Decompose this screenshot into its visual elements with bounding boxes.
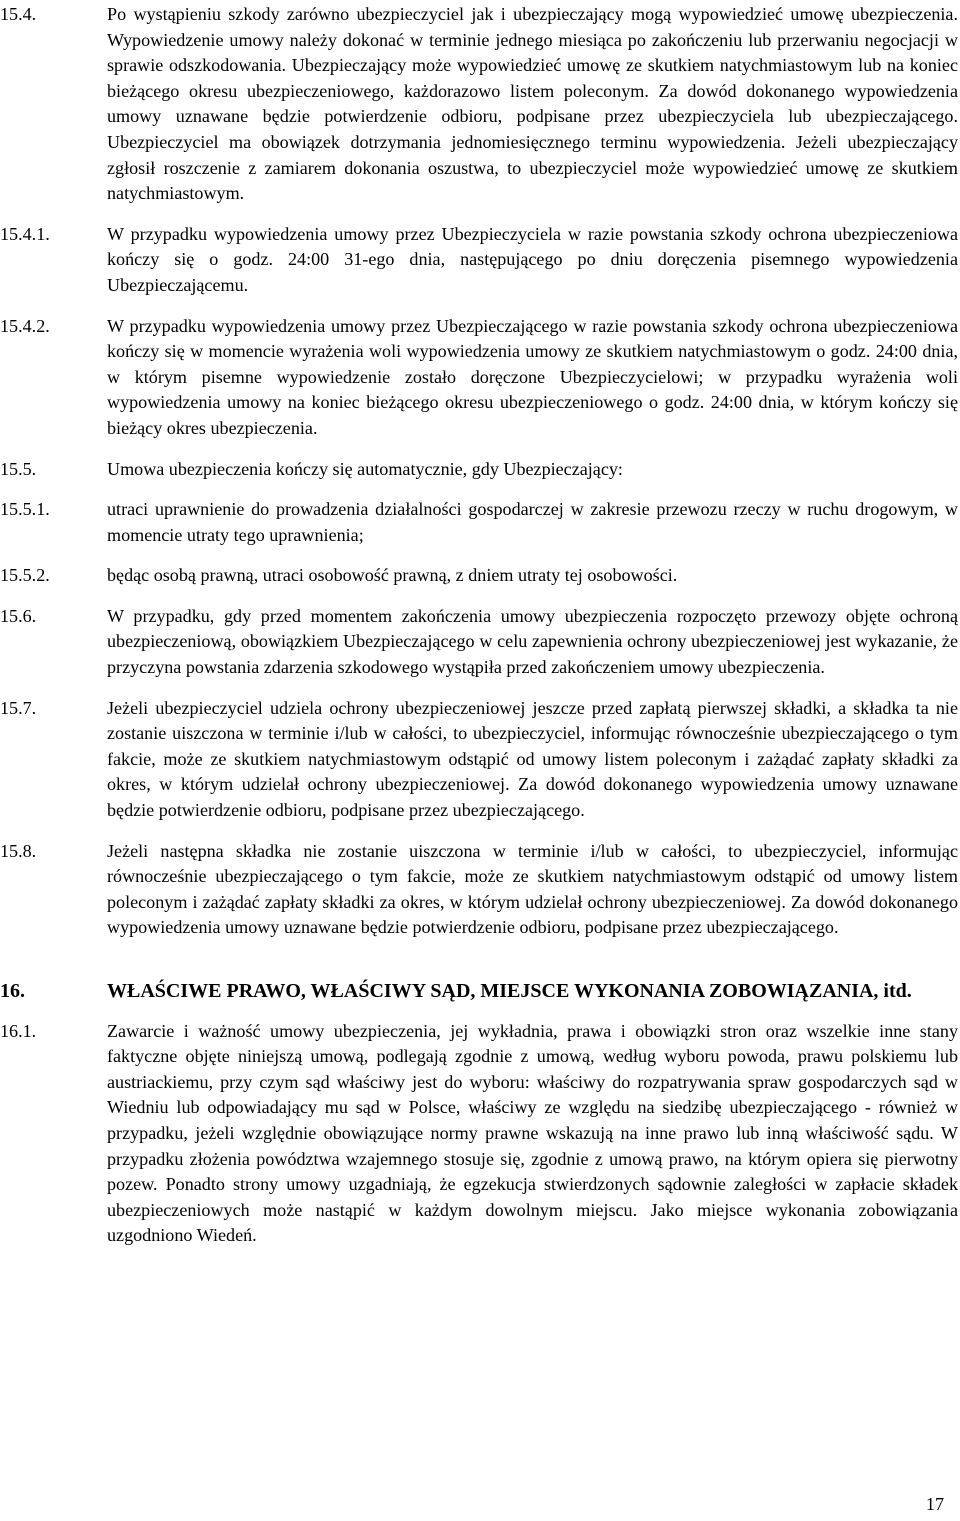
page-number: 17 bbox=[925, 1494, 944, 1514]
clause-text: Po wystąpieniu szkody zarówno ubezpieczyciel jak i ubezpieczający mogą wypowiedzieć umowę ubezpieczenia. Wypowiedzenie umowy należy dokonać w terminie jednego miesiąca po zakończeniu lub przerwaniu negocjacji w sprawie odszkodowania. Ubezpieczający może wypowiedzieć umowę ze skutkiem natychmiastowym lub na koniec bieżącego okresu ubezpieczeniowego, każdorazowo listem poleconym. Za dowód dokonanego wypowiedzenia umowy uznawane będzie potwierdzenie odbioru, podpisane przez ubezpieczyciela lub ubezpieczającego. Ubezpieczyciel ma obowiązek dotrzymania jednomiesięcznego terminu wypowiedzenia. Jeżeli ubezpieczający zgłosił roszczenie z zamiarem dokonania oszustwa, to ubezpieczyciel może wypowiedzieć umowę ze skutkiem natychmiastowym. bbox=[107, 4, 958, 204]
clause-text: Jeżeli następna składka nie zostanie uiszczona w terminie i/lub w całości, to ubezpieczyciel, informując równocześnie ubezpieczającego o tym fakcie, może ze skutkiem natychmiastowym odstąpić od umowy listem poleconym i zażądać zapłaty składki za okres, w którym udzielał ochrony ubezpieczeniowej. Za dowód dokonanego wypowiedzenia umowy uznawane będzie potwierdzenie odbioru, podpisane przez ubezpieczającego. bbox=[107, 840, 958, 938]
clause-15-4-2 bbox=[0, 314, 960, 442]
clause-15-6 bbox=[0, 604, 960, 681]
clause-number: 15.4.1. bbox=[0, 223, 50, 244]
clause-number: 15.5. bbox=[0, 458, 37, 479]
section-title: WŁAŚCIWE PRAWO, WŁAŚCIWY SĄD, MIEJSCE WYKONANIA ZOBOWIĄZANIA, itd. bbox=[107, 980, 912, 1002]
clause-16-1 bbox=[0, 1019, 960, 1249]
clause-15-4 bbox=[0, 2, 960, 207]
section-number: 16. bbox=[0, 980, 25, 1002]
clause-number: 15.6. bbox=[0, 605, 37, 626]
clause-text: Jeżeli ubezpieczyciel udziela ochrony ubezpieczeniowej jeszcze przed zapłatą pierwszej składki, a składka ta nie zostanie uiszczona w terminie i/lub w całości, to ubezpieczyciel, informując równocześnie ubezpieczającego o tym fakcie, może ze skutkiem natychmiastowym odstąpić od umowy listem poleconym i zażądać zapłaty składki za okres, w którym udzielał ochrony ubezpieczeniowej. Za dowód dokonanego wypowiedzenia umowy uznawane będzie potwierdzenie odbioru, podpisane przez ubezpieczającego. bbox=[107, 697, 958, 821]
clause-15-8 bbox=[0, 839, 960, 941]
clause-number: 15.5.1. bbox=[0, 499, 50, 520]
clause-number: 15.4. bbox=[0, 4, 37, 24]
clause-15-4-1 bbox=[0, 222, 960, 299]
clause-text: W przypadku, gdy przed momentem zakończenia umowy ubezpieczenia rozpoczęto przewozy objęte ochroną ubezpieczeniową, obowiązkiem Ubezpieczającego w celu zapewnienia ochrony ubezpieczeniowej jest wykazanie, że przyczyna powstania zdarzenia szkodowego wystąpiła przed zakończeniem umowy ubezpieczenia. bbox=[107, 605, 958, 678]
clause-text: Umowa ubezpieczenia kończy się automatycznie, gdy Ubezpieczający: bbox=[107, 458, 623, 479]
clause-text: W przypadku wypowiedzenia umowy przez Ubezpieczyciela w razie powstania szkody ochrona ubezpieczeniowa kończy się o godz. 24:00 31-ego dnia, następującego po dniu doręczenia pisemnego wypowiedzenia Ubezpieczającemu. bbox=[107, 223, 958, 295]
clause-number: 16.1. bbox=[0, 1020, 37, 1041]
clause-15-5 bbox=[0, 457, 960, 483]
clause-text: W przypadku wypowiedzenia umowy przez Ubezpieczającego w razie powstania szkody ochrona ubezpieczeniowa kończy się w momencie wyrażenia woli wypowiedzenia umowy ze skutkiem natychmiastowym o godz. 24:00 dnia, w którym pisemne wypowiedzenie zostało doręczone Ubezpieczycielowi; w przypadku wyrażenia woli wypowiedzenia umowy na koniec bieżącego okresu ubezpieczeniowego o godz. 24:00 dnia, w którym kończy się bieżący okres ubezpieczenia. bbox=[107, 315, 958, 438]
clause-number: 15.7. bbox=[0, 697, 37, 718]
clause-number: 15.8. bbox=[0, 840, 37, 861]
section-heading-16 bbox=[0, 979, 960, 1005]
clause-15-5-1 bbox=[0, 497, 960, 548]
clause-15-5-2 bbox=[0, 563, 960, 589]
clause-text: utraci uprawnienie do prowadzenia działalności gospodarczej w zakresie przewozu rzeczy w ruchu drogowym, w momencie utraty tego uprawnienia; bbox=[107, 499, 958, 545]
clause-text: Zawarcie i ważność umowy ubezpieczenia, jej wykładnia, prawa i obowiązki stron oraz wszelkie inne stany faktyczne objęte niniejszą umową, podlegają zgodnie z umową, według wyboru powoda, prawu polskiemu lub austriackiemu, przy czym sąd właściwy jest do wyboru: właściwy do rozpatrywania spraw gospodarczych sąd w Wiedniu lub odpowiadający mu sąd w Polsce, właściwy ze względu na siedzibę ubezpieczającego - również w przypadku, jeżeli względnie obowiązujące normy prawne wskazują na inne prawo lub inną właściwość sądu. W przypadku złożenia powództwa wzajemnego stosuje się, zgodnie z umową prawo, na którym opiera się pierwotny pozew. Ponadto strony umowy uzgadniają, że egzekucja stwierdzonych sądownie zaległości w zapłacie składek ubezpieczeniowych może nastąpić w każdym dowolnym miejscu. Jako miejsce wykonania zobowiązania uzgodniono Wiedeń. bbox=[107, 1020, 958, 1246]
clause-15-7 bbox=[0, 696, 960, 824]
clause-text: będąc osobą prawną, utraci osobowość prawną, z dniem utraty tej osobowości. bbox=[107, 565, 678, 586]
document-page bbox=[0, 2, 960, 1264]
clause-number: 15.5.2. bbox=[0, 565, 50, 586]
clause-number: 15.4.2. bbox=[0, 315, 50, 336]
